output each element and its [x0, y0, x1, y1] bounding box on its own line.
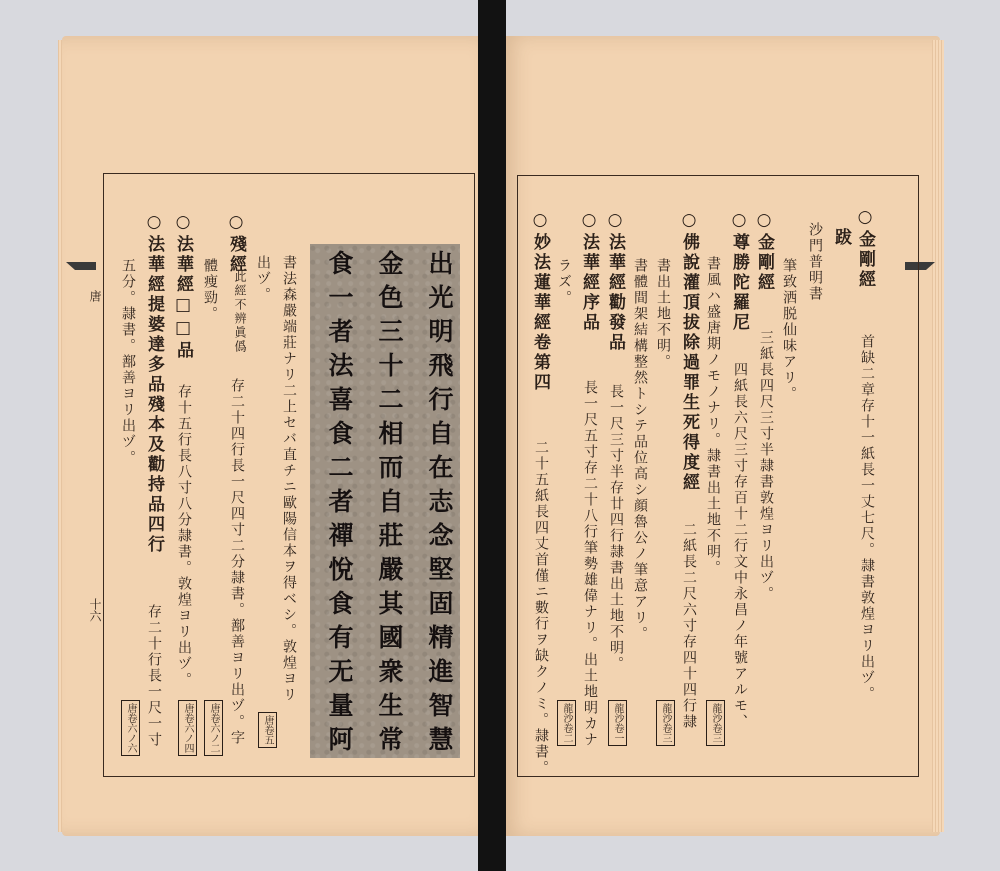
source-label: 龍沙卷一	[608, 700, 627, 746]
entry-heading: ○尊勝陀羅尼	[729, 210, 749, 333]
entry-heading: ○法華經提婆達多品殘本及勸持品四行	[144, 212, 164, 555]
entry-heading: ○佛說灌頂拔除過罪生死得度經	[679, 210, 699, 493]
text-column: ラズ。	[556, 258, 572, 306]
text-column: 書法森嚴端莊ナリ二上セバ直チニ歐陽信本ヲ得ベシ。敦煌ヨリ	[281, 255, 297, 703]
source-label: 唐卷六ノ六	[121, 700, 140, 756]
text-column: 四紙長六尺三寸存百十二行文中永昌ノ年號アルモ、	[732, 362, 748, 730]
text-note: 此經不辨眞僞	[233, 270, 247, 354]
left-header: 唐	[88, 290, 102, 302]
text-column: 長一尺三寸半存廿四行隷書出土地不明。	[608, 384, 624, 672]
source-label: 唐卷五	[258, 712, 277, 748]
entry-heading: ○法華經序品	[579, 210, 599, 333]
entry-heading: ○殘經	[226, 212, 246, 275]
source-label: 唐卷六ノ二	[204, 700, 223, 756]
source-label: 龍沙卷二	[557, 700, 576, 746]
entry-heading: ○金剛經	[855, 207, 875, 290]
entry-heading: ○法華經勸發品	[605, 210, 625, 353]
text-column: 二十五紙長四丈首僅ニ數行ヲ缺クノミ。隷書。	[533, 440, 549, 776]
text-column: 出ヅ。	[255, 255, 271, 303]
source-label: 龍沙卷三	[706, 700, 725, 746]
rubbing-image	[310, 244, 460, 758]
text-column: 書風ハ盛唐期ノモノナリ。隷書出土地不明。	[705, 256, 721, 576]
entry-heading: ○金剛經	[754, 210, 774, 293]
text-column: 存二十四行長一尺四寸二分隷書。鄯善ヨリ出ヅ。字	[229, 378, 245, 746]
text-column: 五分。隷書。鄯善ヨリ出ヅ。	[120, 258, 136, 466]
text-column: 二紙長二尺六寸存四十四行隷	[681, 522, 697, 730]
text-column: 書體間架結構整然トシテ品位高シ顔魯公ノ筆意アリ。	[632, 258, 648, 642]
text-column: 筆致洒脱仙味アリ。	[781, 258, 797, 402]
entry-heading: ○妙法蓮華經卷第四	[530, 210, 550, 393]
source-label: 龍沙卷三	[656, 700, 675, 746]
text-column: 存二十行長一尺一寸	[146, 604, 162, 748]
text-column: 首缺二章存十一紙長一丈七尺。隷書敦煌ヨリ出ヅ。	[859, 334, 875, 702]
text-column: 長一尺五寸存二十八行筆勢雄偉ナリ。出土地明カナ	[582, 380, 598, 748]
text-column: 體痩勁。	[202, 258, 218, 322]
entry-heading: ○法華經□□品	[173, 212, 193, 361]
rubbing-column: 出光明飛行自在志念堅固精進智慧	[425, 250, 454, 760]
text-column: 書出土地不明。	[655, 258, 671, 370]
right-page-edges	[932, 40, 944, 832]
source-label: 唐卷六ノ四	[178, 700, 197, 756]
text-column: 沙門普明書	[807, 222, 823, 302]
entry-heading: 跋	[831, 228, 851, 248]
book-spine	[478, 0, 506, 871]
rubbing-column: 金色三十二相而自莊嚴其國衆生常	[375, 250, 404, 760]
rubbing-column: 食一者法喜食二者禪悅食有无量阿	[325, 250, 354, 760]
text-column: 三紙長四尺三寸半隷書敦煌ヨリ出ヅ。	[758, 330, 774, 602]
text-column: 存十五行長八寸八分隷書。敦煌ヨリ出ヅ。	[176, 384, 192, 688]
left-page-number: 十六	[88, 598, 102, 622]
